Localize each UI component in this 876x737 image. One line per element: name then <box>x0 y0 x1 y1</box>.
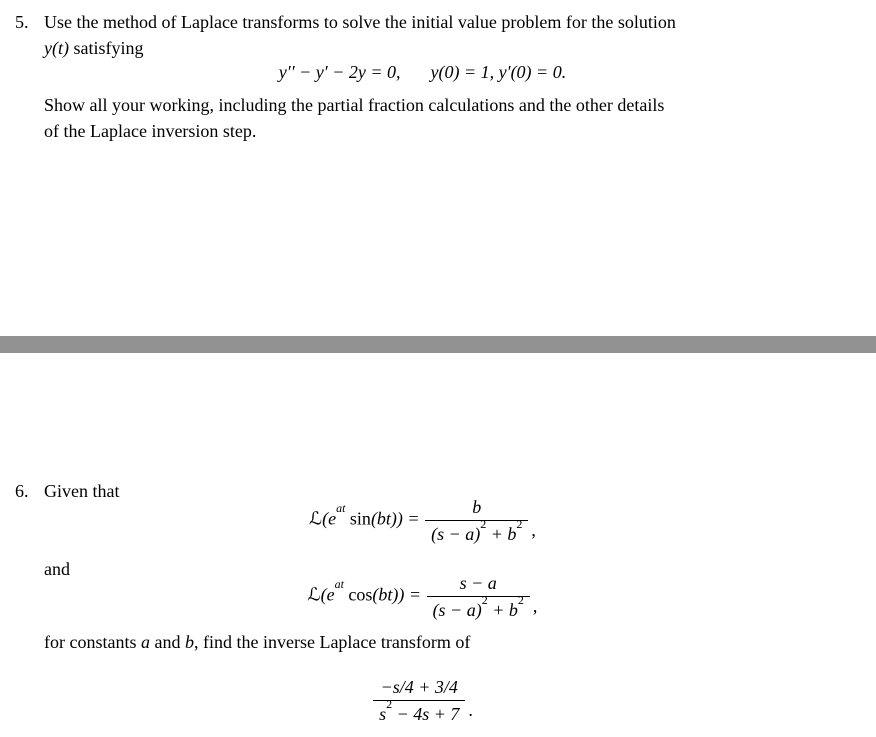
target-fraction <box>15 676 830 725</box>
sin-den-mid: + b <box>486 524 517 544</box>
final-den-rest: − 4s + 7 <box>392 704 460 724</box>
final-fraction-numerator: −s/4 + 3/4 <box>380 677 458 697</box>
initial-conditions: y(0) = 1, y′(0) = 0. <box>430 62 567 82</box>
cos-den-mid: + b <box>487 600 518 620</box>
cos-function-name: cos <box>343 584 373 605</box>
sin-function-name: sin <box>345 508 371 529</box>
closing-mid: and <box>149 632 185 652</box>
problem-6-intro: Given that <box>44 481 120 501</box>
problem-5-statement <box>44 9 830 61</box>
ode-expression: y′′ − y′ − 2y = 0, <box>278 62 401 82</box>
laplace-sin-identity <box>15 496 830 545</box>
laplace-sin-exponent: at <box>336 501 346 516</box>
final-fraction-denominator <box>373 696 465 725</box>
cos-den-square1: 2 <box>481 592 488 607</box>
laplace-cos-identity <box>15 572 830 621</box>
sin-den-base: (s − a) <box>431 524 481 544</box>
final-fraction <box>373 676 465 725</box>
laplace-cos-lhs-pre: ℒ(e <box>307 584 335 605</box>
cos-trailing-comma: , <box>532 595 538 616</box>
sin-den-square2: 2 <box>516 516 523 531</box>
cos-fraction-numerator: s − a <box>459 573 497 593</box>
laplace-sin-lhs-post: (bt)) = <box>370 508 425 529</box>
cos-den-square2: 2 <box>517 592 524 607</box>
closing-pre: for constants <box>44 632 141 652</box>
problem-5-line2-text: satisfying <box>73 38 144 58</box>
problem-5 <box>15 9 830 61</box>
instructions-line2: of the Laplace inversion step. <box>44 121 257 141</box>
divider-bar <box>0 336 876 353</box>
instructions-line1: Show all your working, including the partial fraction calculations and the other details <box>44 95 665 115</box>
ode-equation <box>15 57 830 87</box>
connector-and: and <box>44 559 70 579</box>
laplace-sin-lhs-pre: ℒ(e <box>309 508 337 529</box>
problem-5-instructions <box>44 92 830 144</box>
problem-6-number: 6. <box>15 481 29 501</box>
constant-b: b <box>184 632 194 652</box>
final-den-square: 2 <box>386 696 393 711</box>
problem-5-line1: Use the method of Laplace transforms to solve the initial value problem for the solution <box>44 12 676 32</box>
closing-post: , find the inverse Laplace transform of <box>193 632 471 652</box>
sin-fraction-numerator: b <box>472 497 482 517</box>
y-of-t-math: y(t) <box>44 38 69 58</box>
problem-5-number: 5. <box>15 12 29 32</box>
laplace-sin-fraction <box>425 496 528 545</box>
constant-a: a <box>140 632 150 652</box>
laplace-cos-lhs-post: (bt)) = <box>372 584 426 605</box>
sin-den-square1: 2 <box>480 516 487 531</box>
sin-trailing-comma: , <box>531 519 536 540</box>
cos-den-base: (s − a) <box>432 600 482 620</box>
cos-fraction-denominator <box>427 592 530 621</box>
problem-6-closing <box>44 629 470 655</box>
laplace-cos-exponent: at <box>334 577 344 592</box>
final-den-base: s <box>379 704 387 724</box>
final-trailing-period: . <box>468 699 473 720</box>
sin-fraction-denominator <box>425 516 528 545</box>
laplace-cos-fraction <box>427 572 530 621</box>
